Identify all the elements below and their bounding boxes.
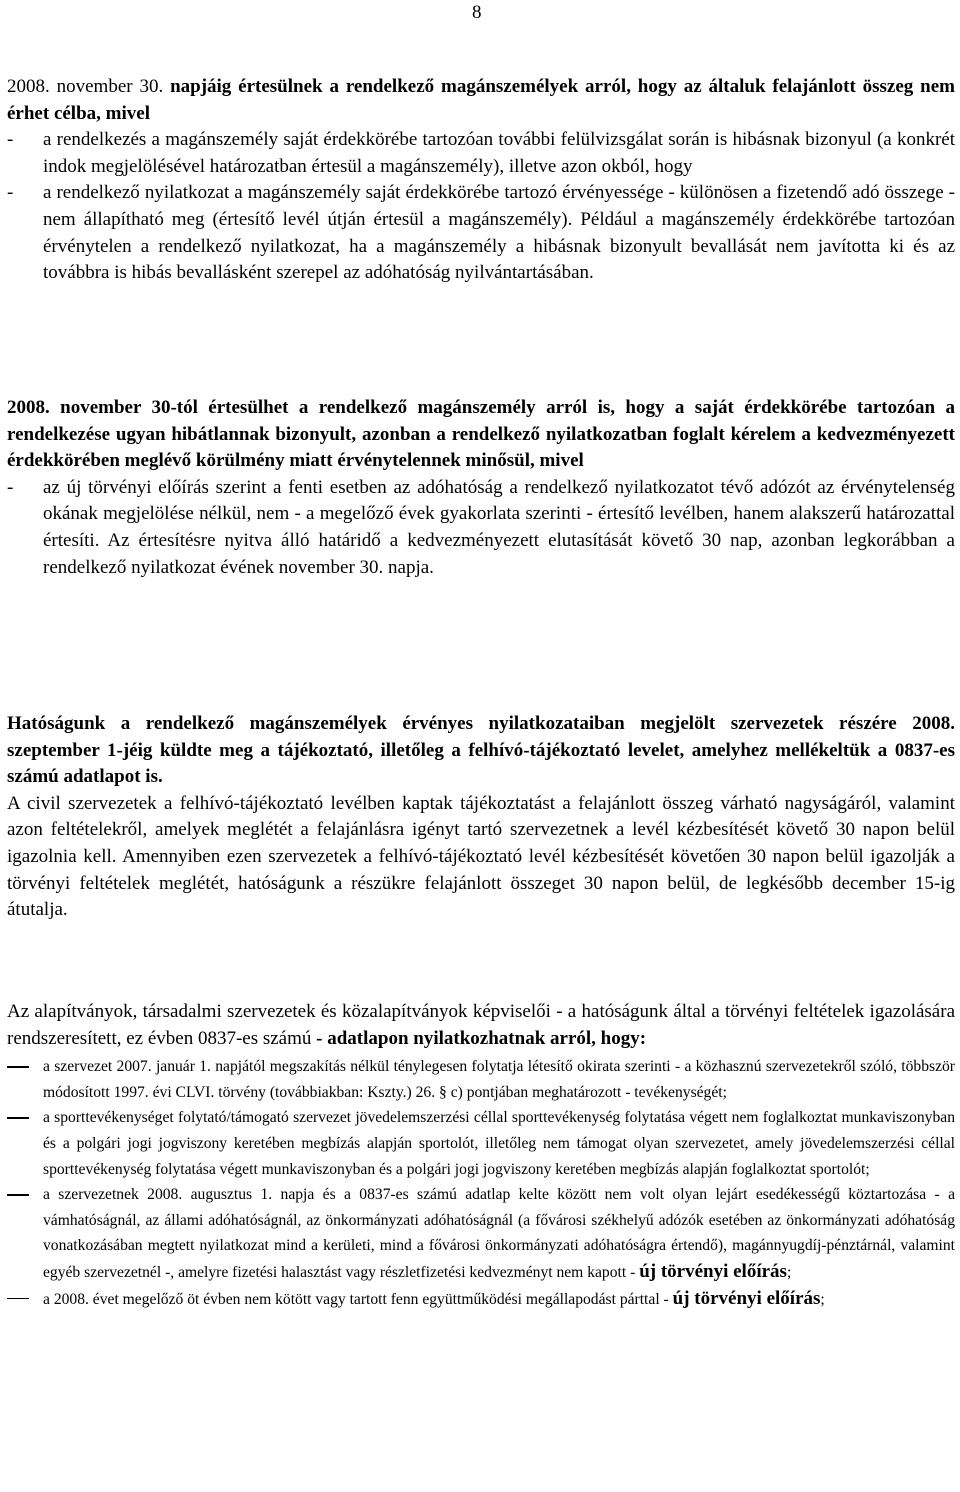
dash-bullet	[7, 1105, 43, 1182]
section1-intro-bold: napjáig értesülnek a rendelkező magánszemélyek arról, hogy az általuk felajánlott összeg nem érhet célba, mivel	[7, 76, 955, 124]
section-nov30-from	[7, 395, 955, 581]
section2-item1: az új törvényi előírás szerint a fenti esetben az adóhatóság a rendelkező nyilatkozatot tévő adózót az érvénytelenség okának megjelölése nélkül, nem - a megelőző évek gyakorlata szerinti - értesítő levélben, hanem alakszerű határozattal értesíti. Az értesítésre nyitva álló határidő a kedvezményezett elutasítását követő 30 nap, azonban legkorábban a rendelkező nyilatkozat évének november 30. napja.	[43, 476, 955, 578]
page-number: 8	[472, 2, 482, 23]
declaration-item-3-text: a szervezetnek 2008. augusztus 1. napja és a 0837-es számú adatlap kelte között nem volt olyan lejárt esedékességű köztartozása - a vámhatóságnál, az állami adóhatóságnál, az önkormányzati adóhatóságnál (a fővárosi székhelyű adózók esetében az önkormányzati adóhatóság vonatkozásában megtett nyilatkozat mind a kerületi, mind a fővárosi önkormányzati adóhatóságra értendő), magánnyugdíj-pénztárnál, valamint egyéb szervezetnél -, amelyre fizetési halasztást vagy részletfizetési kedvezményt nem kapott -	[43, 1186, 955, 1281]
declaration-item-4	[43, 1286, 955, 1313]
declaration-list	[7, 1054, 955, 1312]
section2-intro: 2008. november 30-tól értesülhet a rendelkező magánszemély arról is, hogy a saját érdekkörébe tartozóan a rendelkezése ugyan hibátlannak bizonyult, azonban a rendelkező nyilatkozatban foglalt kérelem a kedvezményezett érdekkörében meglévő körülmény miatt érvénytelennek minősül, mivel	[7, 397, 955, 472]
dash-bullet: -	[7, 129, 14, 151]
section-nov30-notice	[7, 74, 955, 287]
section4-intro-bold: - adatlapon nyilatkozhatnak arról, hogy:	[316, 1027, 647, 1049]
list-item	[7, 1182, 955, 1285]
dash-bullet	[7, 1286, 43, 1313]
declaration-item-3	[43, 1182, 955, 1285]
list-item	[7, 1105, 955, 1182]
section-authority-notice	[7, 711, 955, 924]
section-declarations	[7, 999, 955, 1312]
list-item	[7, 127, 955, 180]
new-rule-label: új törvényi előírás	[639, 1260, 787, 1282]
dash-bullet	[7, 1054, 43, 1105]
section3-paragraph: A civil szervezetek a felhívó-tájékoztató levélben kaptak tájékoztatást a felajánlott összeg várható nagyságáról, valamint azon feltételekről, amelyek meglétét a felajánlásra igényt tartó szervezetnek a levél kézbesítését követő 30 napon belül igazolnia kell. Amennyiben ezen szervezetek a felhívó-tájékoztató levél kézbesítését követően 30 napon belül igazolják a törvényi feltételek meglétét, hatóságunk a részükre felajánlott összeget 30 napon belül, de legkésőbb december 15-ig átutalja.	[7, 792, 955, 921]
list-item	[7, 180, 955, 286]
declaration-item-4-tail: ;	[820, 1290, 825, 1308]
list-item	[7, 1286, 955, 1313]
section3-bold-paragraph: Hatóságunk a rendelkező magánszemélyek érvényes nyilatkozataiban megjelölt szervezetek részére 2008. szeptember 1-jéig küldte meg a tájékoztató, illetőleg a felhívó-tájékoztató levelet, amelyhez mellékeltük a 0837-es számú adatlapot is.	[7, 713, 955, 788]
section4-intro	[7, 999, 955, 1052]
new-rule-label: új törvényi előírás	[672, 1287, 821, 1309]
declaration-item-4-text: a 2008. évet megelőző öt évben nem kötött vagy tartott fenn együttműködési megállapodást párttal -	[43, 1290, 673, 1308]
dash-bullet	[7, 1182, 43, 1285]
section1-intro	[7, 74, 955, 127]
section4-intro-plain: Az alapítványok, társadalmi szervezetek és közalapítványok képviselői - a hatóságunk által a törvényi feltételek igazolására rendszeresített, ez évben 0837-es számú	[7, 1001, 955, 1049]
list-item	[7, 475, 955, 581]
list-item	[7, 1054, 955, 1105]
section1-item2: a rendelkező nyilatkozat a magánszemély saját érdekkörébe tartozó érvényessége - különösen a fizetendő adó összege - nem állapítható meg (értesítő levél útján értesül a magánszemély). Például a magánszemély érdekkörébe tartozóan érvénytelen a rendelkező nyilatkozat, ha a magánszemély a hibásnak bizonyult bevallását nem javította ki és az továbbra is hibás bevallásként szerepel az adóhatóság nyilvántartásában.	[43, 182, 955, 284]
declaration-item-3-tail: ;	[786, 1263, 792, 1281]
dash-bullet: -	[7, 182, 14, 204]
section1-item1: a rendelkezés a magánszemély saját érdekkörébe tartozóan további felülvizsgálat során is hibásnak bizonyul (a konkrét indok megjelölésével határozatban értesül a magánszemély), illetve azon okból, hogy	[43, 129, 955, 177]
declaration-item-1: a szervezet 2007. január 1. napjától megszakítás nélkül ténylegesen folytatja létesítő okirata szerinti - a közhasznú szervezetekről szóló, többször módosított 1997. évi CLVI. törvény (továbbiakban: Kszty.) 26. § c) pontjában meghatározott - tevékenységét;	[43, 1058, 955, 1101]
dash-bullet: -	[7, 476, 14, 498]
declaration-item-2: a sporttevékenységet folytató/támogató szervezet jövedelemszerzési céllal sporttevékenység folytatása végett nem foglalkoztat munkaviszonyban és a polgári jogi jogviszony keretében megbízás alapján sportolót, illetőleg nem támogat olyan szervezetet, amely jövedelemszerzési céllal sporttevékenység folytatása végett munkaviszonyban és a polgári jogi jogviszony keretében megbízás alapján foglalkoztat sportolót;	[43, 1109, 955, 1178]
section1-date: 2008. november 30.	[7, 76, 171, 97]
